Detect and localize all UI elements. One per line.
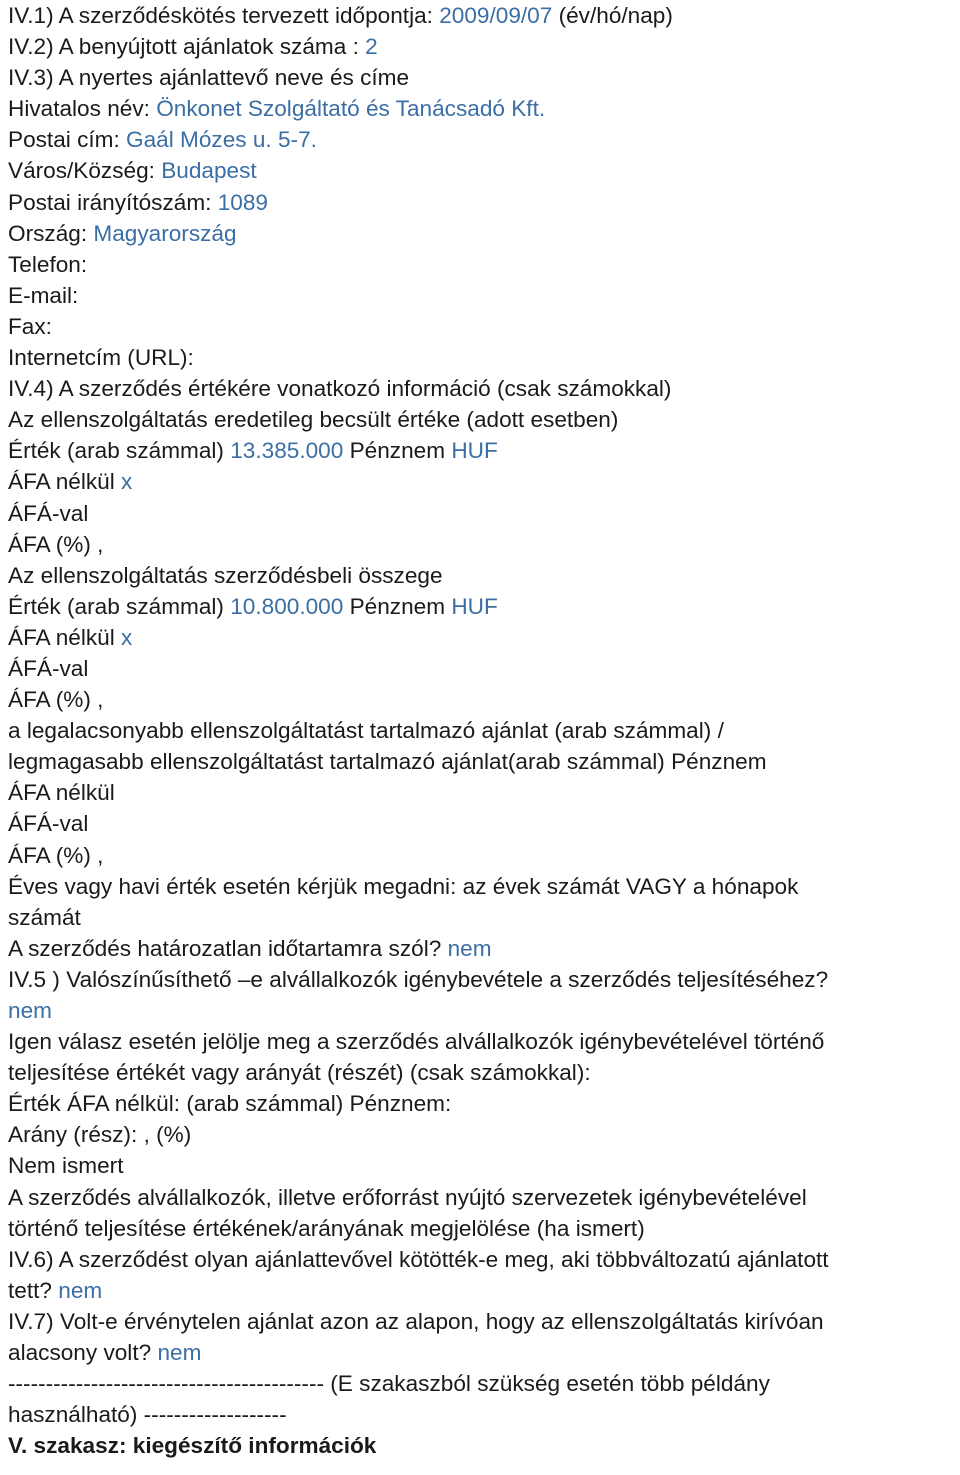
line-after: Pénznem — [343, 438, 452, 464]
doc-line — [8, 1088, 960, 1119]
line-label: Érték (arab számmal) — [8, 593, 231, 619]
doc-line — [8, 1026, 960, 1057]
doc-line — [8, 995, 960, 1026]
line-label: ÁFA nélkül — [8, 624, 122, 650]
line-value: nem — [447, 935, 492, 961]
doc-line — [8, 62, 960, 93]
line-label: alacsony volt? — [8, 1340, 158, 1366]
doc-line — [8, 1275, 960, 1306]
line-label: számát — [8, 904, 81, 930]
line-label: Arány (rész): , (%) — [8, 1122, 192, 1148]
doc-line — [8, 1244, 960, 1275]
doc-line — [8, 31, 960, 62]
doc-line — [8, 0, 960, 31]
doc-line — [8, 529, 960, 560]
line-label: Hivatalos név: — [8, 96, 157, 122]
line-value: Magyarország — [93, 220, 237, 246]
doc-line — [8, 435, 960, 466]
line-value: nem — [157, 1340, 202, 1366]
doc-line — [8, 871, 960, 902]
line-value: nem — [58, 1277, 103, 1303]
line-label: ÁFA (%) , — [8, 531, 104, 557]
line-label: IV.5 ) Valószínűsíthető –e alvállalkozók igénybevétele a szerződés teljesítéséhez? — [8, 966, 829, 992]
line-label: Város/Község: — [8, 158, 162, 184]
doc-line — [8, 218, 960, 249]
line-label: IV.1) A szerződéskötés tervezett időpontja: — [8, 3, 440, 28]
line-label: Éves vagy havi érték esetén kérjük megadni: az évek számát VAGY a hónapok — [8, 873, 799, 899]
line-label: Postai cím: — [8, 127, 127, 153]
line-label: Az ellenszolgáltatás szerződésbeli összege — [8, 562, 443, 588]
line-label: ÁFA nélkül — [8, 780, 115, 806]
doc-line — [8, 591, 960, 622]
line-after: Pénznem — [343, 593, 452, 619]
line-label: ÁFA (%) , — [8, 687, 104, 713]
line-value: 2 — [365, 34, 378, 60]
doc-line — [8, 622, 960, 653]
doc-line — [8, 1368, 960, 1399]
line-value: nem — [8, 998, 52, 1023]
line-label: Igen válasz esetén jelölje meg a szerződés alvállalkozók igénybevételével történő — [8, 1029, 825, 1055]
doc-line — [8, 1119, 960, 1150]
line-value-currency: HUF — [451, 438, 498, 464]
doc-line — [8, 249, 960, 280]
line-label: Ország: — [8, 220, 94, 246]
line-value: x — [121, 469, 133, 495]
line-label: Postai irányítószám: — [8, 189, 218, 215]
doc-line — [8, 777, 960, 808]
doc-line — [8, 1057, 960, 1088]
section-heading: V. szakasz: kiegészítő információk — [8, 1433, 377, 1459]
doc-line — [8, 1399, 960, 1430]
line-value: 13.385.000 — [230, 438, 344, 464]
doc-line — [8, 1213, 960, 1244]
doc-line — [8, 498, 960, 529]
doc-line — [8, 342, 960, 373]
line-label: használható) ------------------- — [8, 1402, 287, 1428]
doc-line — [8, 1182, 960, 1213]
doc-line — [8, 902, 960, 933]
doc-line — [8, 933, 960, 964]
doc-line — [8, 1150, 960, 1181]
line-label: legmagasabb ellenszolgáltatást tartalmazó ajánlat(arab számmal) Pénznem — [8, 749, 767, 775]
line-value: 1089 — [217, 189, 268, 215]
line-label: IV.4) A szerződés értékére vonatkozó információ (csak számokkal) — [8, 376, 672, 402]
doc-line — [8, 560, 960, 591]
line-value: Önkonet Szolgáltató és Tanácsadó Kft. — [156, 96, 546, 122]
line-label: A szerződés határozatlan időtartamra szól? — [8, 935, 448, 961]
doc-line — [8, 746, 960, 777]
doc-line — [8, 280, 960, 311]
doc-line — [8, 715, 960, 746]
doc-line — [8, 1306, 960, 1337]
line-label: Érték ÁFA nélkül: (arab számmal) Pénznem: — [8, 1091, 452, 1117]
doc-line — [8, 466, 960, 497]
doc-line — [8, 187, 960, 218]
line-value: 10.800.000 — [230, 593, 344, 619]
line-value: Gaál Mózes u. 5-7. — [126, 127, 317, 153]
line-label: tett? — [8, 1277, 59, 1303]
line-label: a legalacsonyabb ellenszolgáltatást tartalmazó ajánlat (arab számmal) / — [8, 718, 724, 744]
doc-line — [8, 404, 960, 435]
doc-line — [8, 155, 960, 186]
line-label: IV.2) A benyújtott ajánlatok száma : — [8, 34, 366, 60]
doc-line — [8, 1337, 960, 1368]
line-label: Nem ismert — [8, 1153, 124, 1179]
doc-line — [8, 684, 960, 715]
line-label: ÁFA (%) , — [8, 842, 104, 868]
line-label: IV.7) Volt-e érvénytelen ajánlat azon az alapon, hogy az ellenszolgáltatás kirívóan — [8, 1308, 824, 1334]
line-value-currency: HUF — [451, 593, 498, 619]
line-label: E-mail: — [8, 282, 79, 308]
line-label: Telefon: — [8, 251, 88, 277]
line-label: ÁFÁ-val — [8, 655, 89, 681]
line-label: történő teljesítése értékének/arányának megjelölése (ha ismert) — [8, 1215, 645, 1241]
line-value: Budapest — [161, 158, 257, 184]
doc-line — [8, 653, 960, 684]
line-value: 2009/09/07 — [439, 3, 553, 28]
doc-line — [8, 311, 960, 342]
doc-line — [8, 93, 960, 124]
doc-line — [8, 840, 960, 871]
line-label: IV.6) A szerződést olyan ajánlattevővel kötötték-e meg, aki többváltozatú ajánlatott — [8, 1246, 829, 1272]
doc-line — [8, 964, 960, 995]
line-label: ÁFÁ-val — [8, 500, 89, 526]
doc-line — [8, 808, 960, 839]
line-label: ÁFÁ-val — [8, 811, 89, 837]
line-label: Internetcím (URL): — [8, 345, 194, 371]
line-label: teljesítése értékét vagy arányát (részét) (csak számokkal): — [8, 1060, 591, 1086]
line-label: ÁFA nélkül — [8, 469, 122, 495]
line-label: ------------------------------------------ (E szakaszból szükség esetén több példány — [8, 1371, 770, 1397]
line-label: Az ellenszolgáltatás eredetileg becsült értéke (adott esetben) — [8, 407, 619, 433]
doc-line — [8, 124, 960, 155]
doc-line — [8, 373, 960, 404]
line-label: IV.3) A nyertes ajánlattevő neve és címe — [8, 65, 410, 91]
line-after: (év/hó/nap) — [552, 3, 673, 28]
line-label: Érték (arab számmal) — [8, 438, 231, 464]
line-label: A szerződés alvállalkozók, illetve erőforrást nyújtó szervezetek igénybevételével — [8, 1184, 807, 1210]
line-label: Fax: — [8, 313, 52, 339]
line-value: x — [121, 624, 133, 650]
